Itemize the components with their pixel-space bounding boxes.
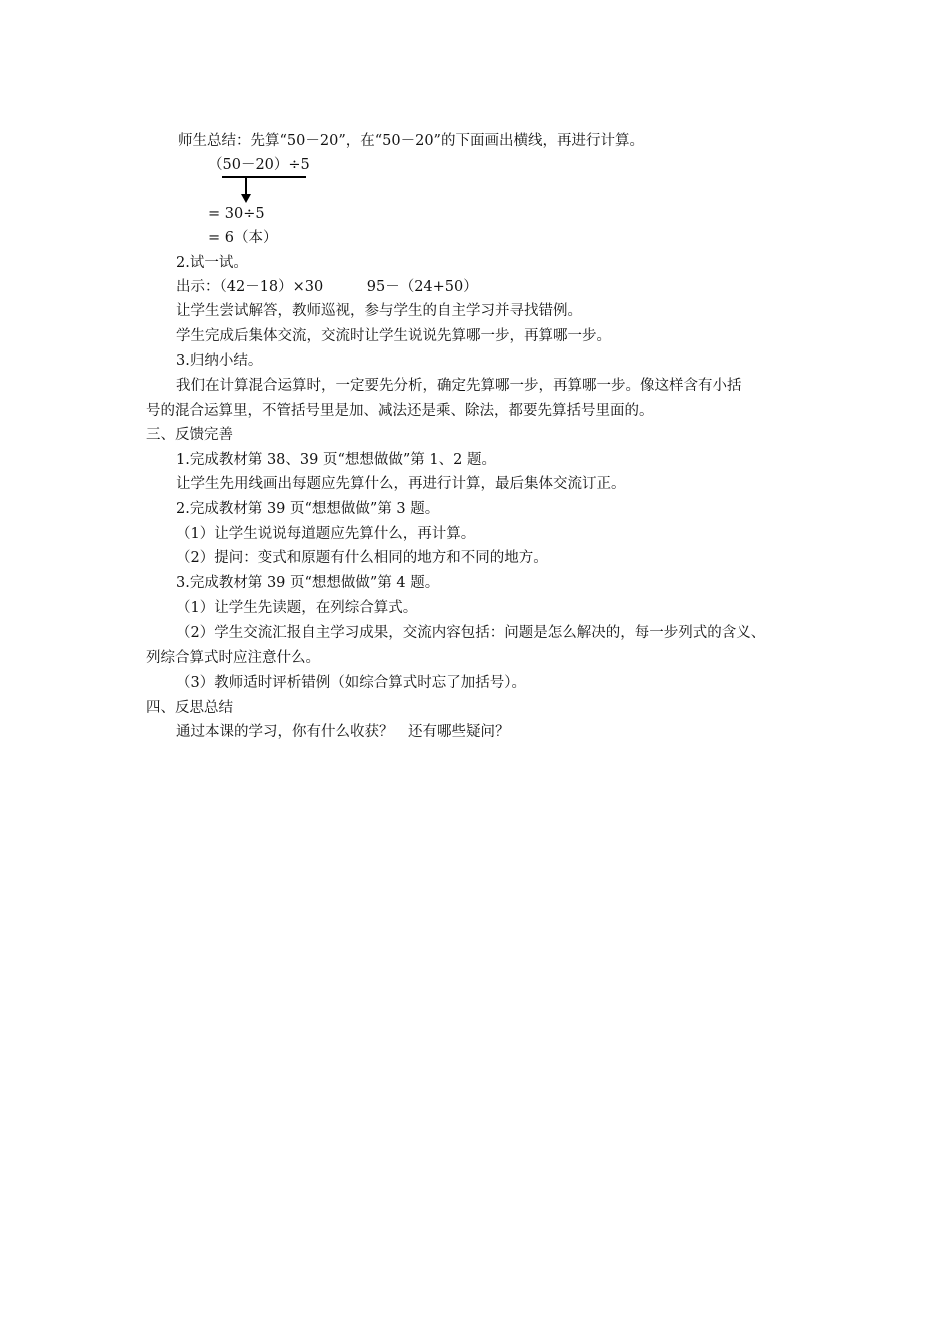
task-line: 3.完成教材第 39 页“想想做做”第 4 题。 xyxy=(176,575,440,591)
paragraph-line: 列综合算式时应注意什么。 xyxy=(146,650,320,666)
section-heading-summary: 3.归纳小结。 xyxy=(176,353,263,369)
calculation-arrow-icon xyxy=(222,176,306,206)
paragraph-line: 我们在计算混合运算时，一定要先分析，确定先算哪一步，再算哪一步。像这样含有小括 xyxy=(176,378,742,394)
step-line-2: = 6（本） xyxy=(208,230,278,246)
paragraph-line: 学生完成后集体交流，交流时让学生说说先算哪一步，再算哪一步。 xyxy=(176,328,611,344)
section-title-feedback: 三、反馈完善 xyxy=(146,427,233,443)
task-line: 1.完成教材第 38、39 页“想想做做”第 1、2 题。 xyxy=(176,452,496,468)
section-heading-try: 2.试一试。 xyxy=(176,255,248,271)
subtask-line: （2）学生交流汇报自主学习成果，交流内容包括：问题是怎么解决的，每一步列式的含义、 xyxy=(176,625,766,641)
subtask-line: （2）提问：变式和原题有什么相同的地方和不同的地方。 xyxy=(176,550,548,566)
subtask-line: （3）教师适时评析错例（如综合算式时忘了加括号）。 xyxy=(176,675,526,691)
step-line-1: = 30÷5 xyxy=(208,206,265,222)
example-line: 出示：（42－18）×30 95－（24+50） xyxy=(176,279,478,295)
subtask-line: （1）让学生说说每道题应先算什么，再计算。 xyxy=(176,526,476,542)
subtask-line: （1）让学生先读题，在列综合算式。 xyxy=(176,600,418,616)
paragraph-line: 让学生尝试解答，教师巡视，参与学生的自主学习并寻找错例。 xyxy=(176,303,582,319)
paragraph-line: 号的混合运算里，不管括号里是加、减法还是乘、除法，都要先算括号里面的。 xyxy=(146,403,654,419)
expression-line: （50－20）÷5 xyxy=(208,157,310,173)
underline-bar xyxy=(222,176,306,178)
closing-question-line: 通过本课的学习，你有什么收获？ 还有哪些疑问？ xyxy=(176,724,510,740)
task-line: 2.完成教材第 39 页“想想做做”第 3 题。 xyxy=(176,501,440,517)
section-title-reflection: 四、反思总结 xyxy=(146,700,233,716)
paragraph-line: 让学生先用线画出每题应先算什么，再进行计算，最后集体交流订正。 xyxy=(176,476,626,492)
summary-line: 师生总结：先算“50－20”，在“50－20”的下面画出横线，再进行计算。 xyxy=(178,133,644,149)
arrow-head xyxy=(241,194,251,203)
arrow-shaft xyxy=(245,176,247,196)
